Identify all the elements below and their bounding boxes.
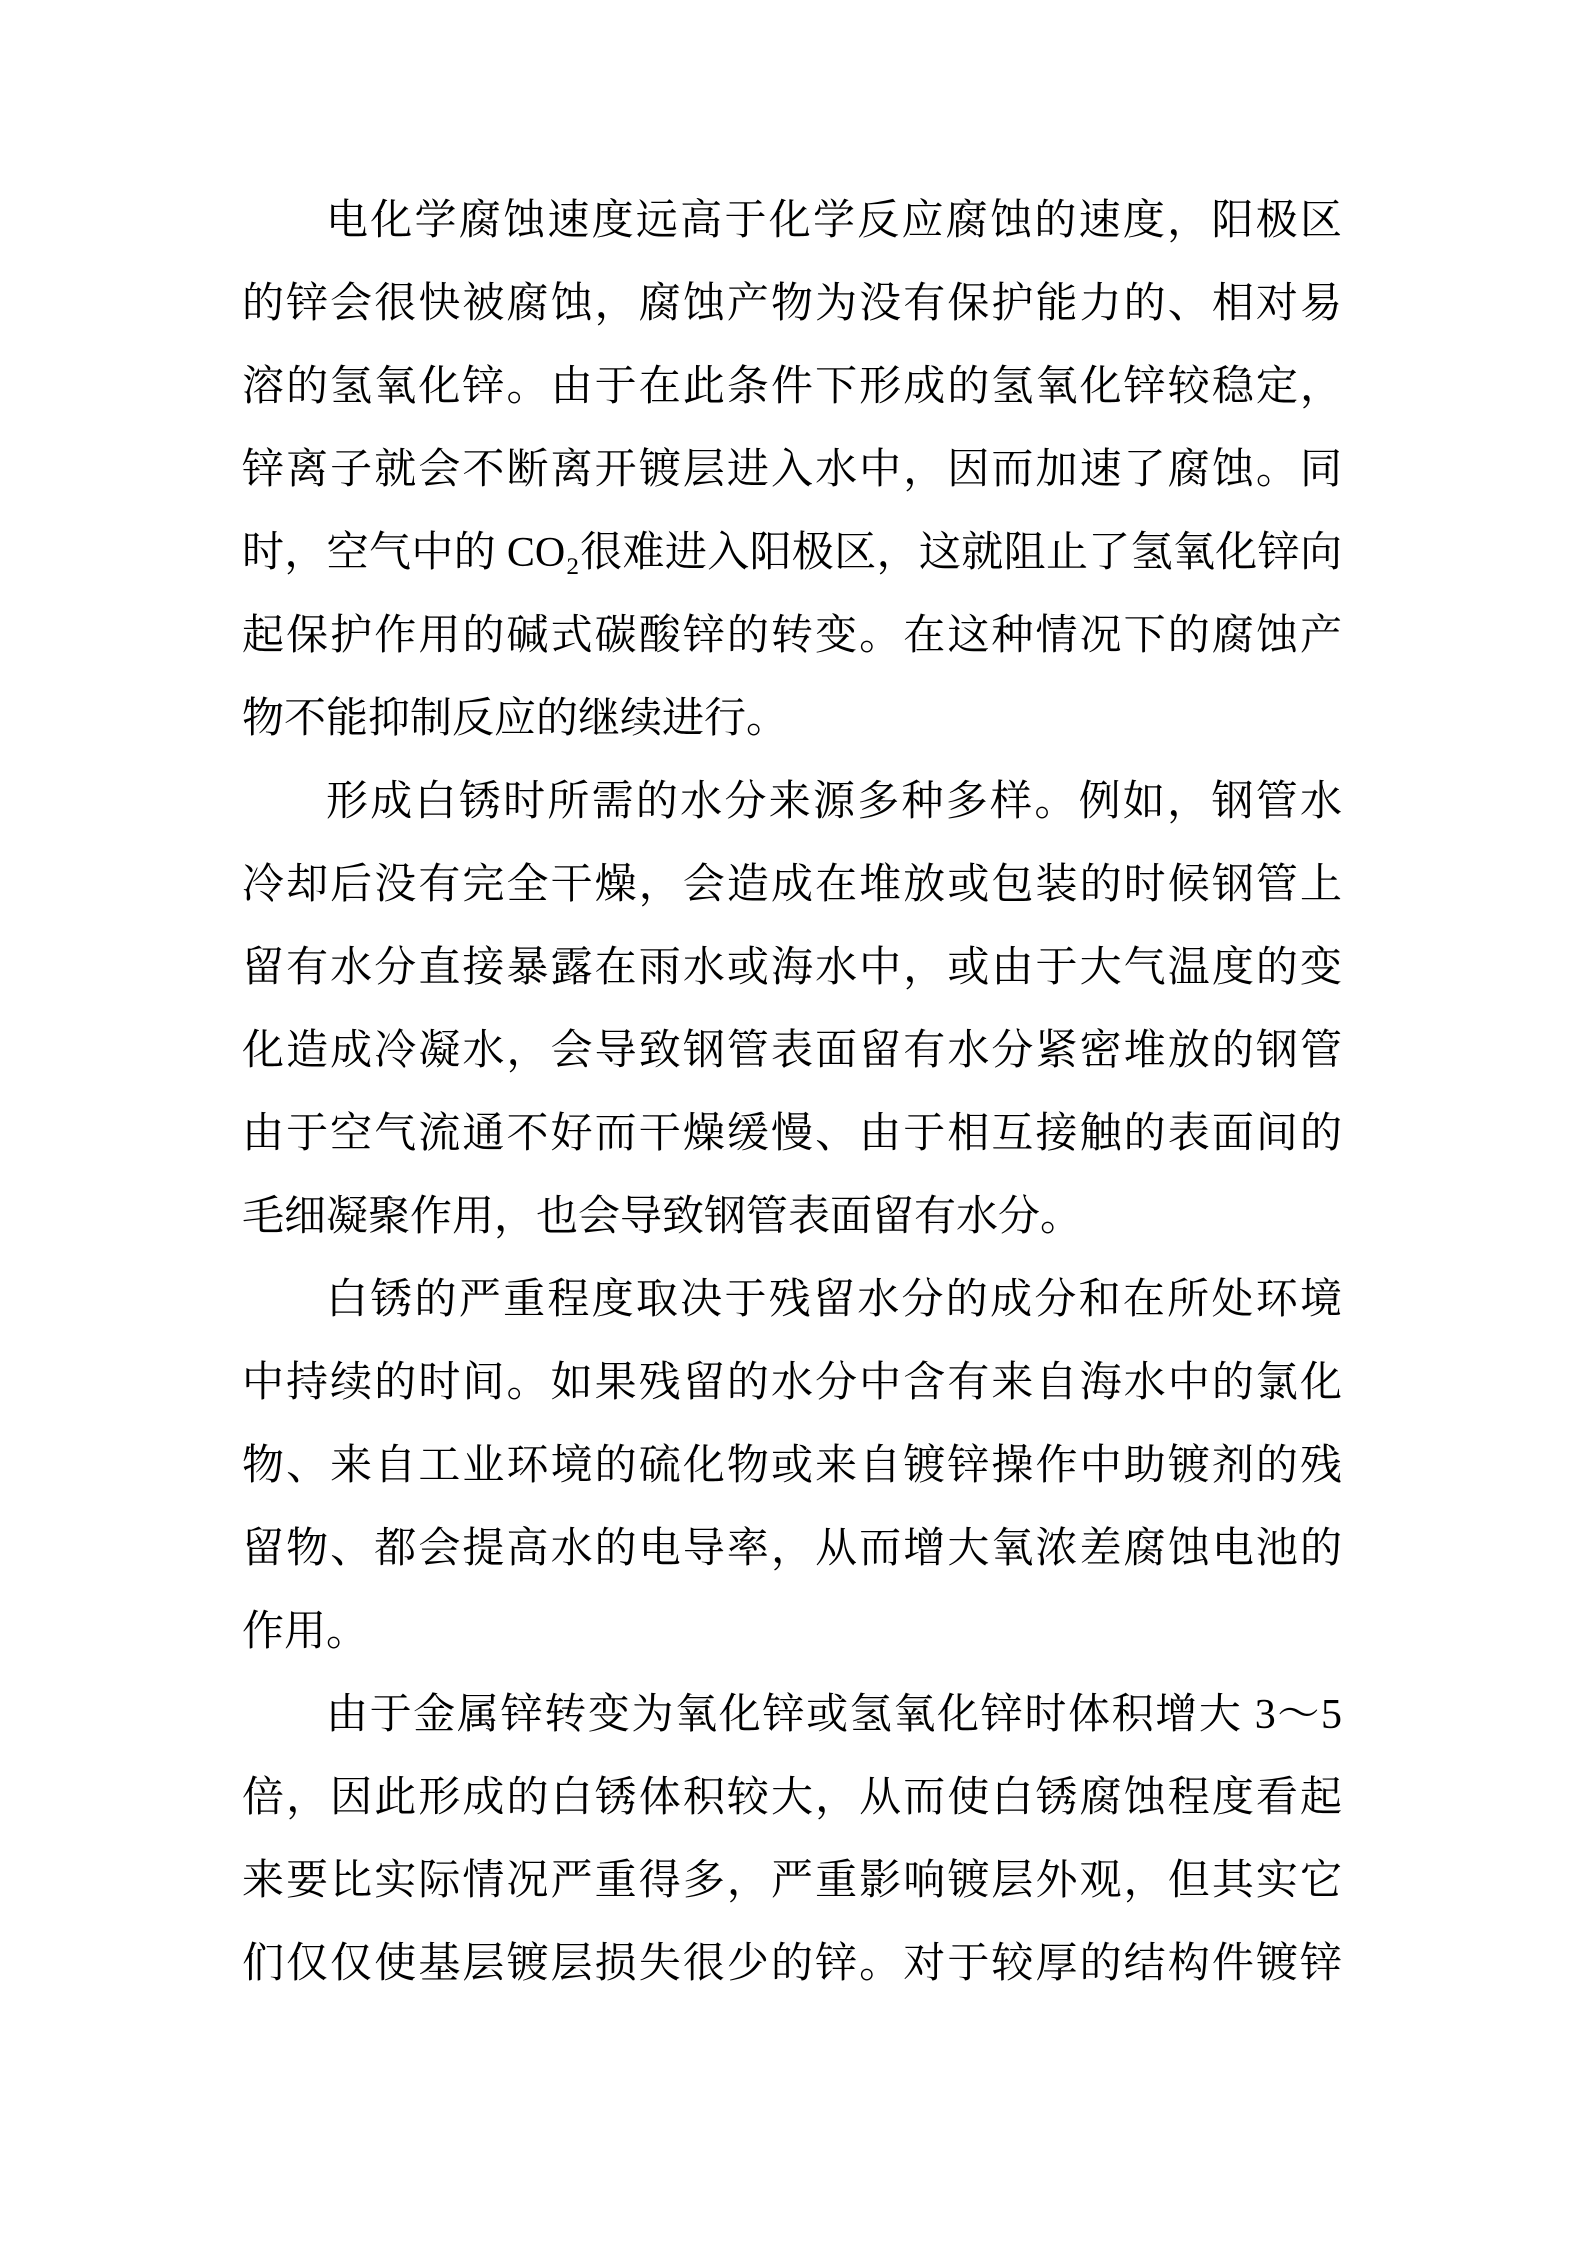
text-line: 毛细凝聚作用，也会导致钢管表面留有水分。 [242,1194,1083,1240]
text-line: 物不能抑制反应的继续进行。 [242,696,789,742]
text-line: 作用。 [242,1609,369,1655]
text-line: 电化学腐蚀速度远高于化学反应腐蚀的速度，阳极区 [326,198,1342,244]
text-line: 锌离子就会不断离开镀层进入水中，因而加速了腐蚀。同 [242,447,1342,493]
text-line: 化造成冷凝水，会导致钢管表面留有水分紧密堆放的钢管 [242,1028,1342,1074]
paragraph [242,180,1342,761]
text-line: 物、来自工业环境的硫化物或来自镀锌操作中助镀剂的残 [242,1443,1342,1489]
text-line: 留有水分直接暴露在雨水或海水中，或由于大气温度的变 [242,945,1342,991]
text-line: 由于空气流通不好而干燥缓慢、由于相互接触的表面间的 [242,1111,1342,1157]
text-line: 形成白锈时所需的水分来源多种多样。例如，钢管水 [326,779,1342,825]
text-line: 冷却后没有完全干燥，会造成在堆放或包装的时候钢管上 [242,862,1342,908]
text-block [242,180,1342,2006]
text-line: 留物、都会提高水的电导率，从而增大氧浓差腐蚀电池的 [242,1526,1342,1572]
text-line: 中持续的时间。如果残留的水分中含有来自海水中的氯化 [242,1360,1342,1406]
paragraph [242,1259,1342,1674]
text-line: 起保护作用的碱式碳酸锌的转变。在这种情况下的腐蚀产 [242,613,1342,659]
text-line: 倍，因此形成的白锈体积较大，从而使白锈腐蚀程度看起 [242,1775,1342,1821]
text-line: 白锈的严重程度取决于残留水分的成分和在所处环境 [326,1277,1342,1323]
text-line: 们仅仅使基层镀层损失很少的锌。对于较厚的结构件镀锌 [242,1941,1342,1987]
paragraph [242,1674,1342,2006]
text-line: 溶的氢氧化锌。由于在此条件下形成的氢氧化锌较稳定， [242,364,1342,410]
text-line: 来要比实际情况严重得多，严重影响镀层外观，但其实它 [242,1858,1342,1904]
paragraph [242,761,1342,1259]
text-line: 的锌会很快被腐蚀，腐蚀产物为没有保护能力的、相对易 [242,281,1342,327]
text-line: 时，空气中的 CO₂很难进入阳极区，这就阻止了氢氧化锌向 [242,530,1342,576]
text-line: 由于金属锌转变为氧化锌或氢氧化锌时体积增大 3～5 [326,1692,1342,1738]
